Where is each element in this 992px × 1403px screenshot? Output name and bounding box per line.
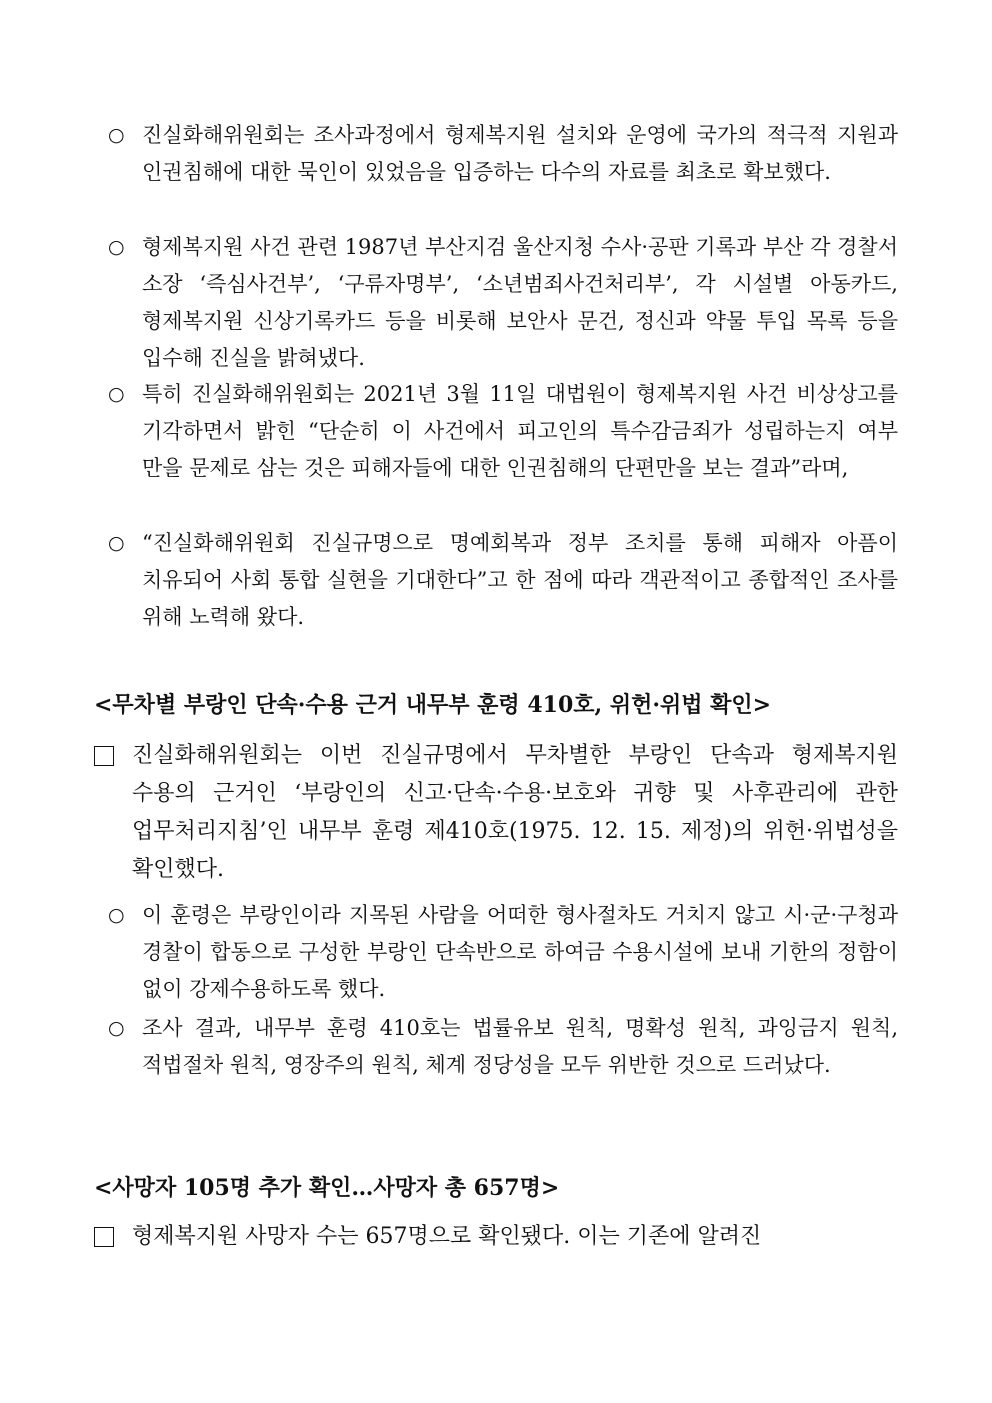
- circle-bullet-icon: ○: [108, 236, 125, 258]
- circle-bullet-icon: ○: [108, 124, 125, 146]
- bullet-text: 조사 결과, 내무부 훈령 410호는 법률유보 원칙, 명확성 원칙, 과잉금지 원칙, 적법절차 원칙, 영장주의 원칙, 체계 정당성을 모두 위반한 것으로 드러났다.: [142, 1016, 898, 1077]
- square-bullet-icon: [94, 1227, 114, 1247]
- square-bullet-icon: [94, 746, 114, 766]
- paragraph-text: 진실화해위원회는 이번 진실규명에서 무차별한 부랑인 단속과 형제복지원 수용의 근거인 ‘부랑인의 신고·단속·수용·보호와 귀향 및 사후관리에 관한 업무처리지침’인 내무부 훈령 제410호(1975. 12. 15. 제정)의 위헌·위법성을 확인했다.: [132, 743, 898, 882]
- bullet-item: [108, 525, 898, 636]
- circle-bullet-icon: ○: [108, 532, 125, 554]
- paragraph-text: 형제복지원 사망자 수는 657명으로 확인됐다. 이는 기존에 알려진: [132, 1224, 762, 1249]
- main-paragraph: [94, 1218, 898, 1256]
- bullet-text: 특히 진실화해위원회는 2021년 3월 11일 대법원이 형제복지원 사건 비상상고를 기각하면서 밝힌 “단순히 이 사건에서 피고인의 특수감금죄가 성립하는지 여부 만을 문제로 삼는 것은 피해자들에 대한 인권침해의 단편만을 보는 결과”라며,: [142, 382, 898, 480]
- main-paragraph: [94, 737, 898, 889]
- bullet-text: 진실화해위원회는 조사과정에서 형제복지원 설치와 운영에 국가의 적극적 지원과 인권침해에 대한 묵인이 있었음을 입증하는 다수의 자료를 최초로 확보했다.: [142, 123, 898, 184]
- bullet-text: “진실화해위원회 진실규명으로 명예회복과 정부 조치를 통해 피해자 아픔이 치유되어 사회 통합 실현을 기대한다”고 한 점에 따라 객관적이고 종합적인 조사를 위해 노력해 왔다.: [142, 531, 898, 629]
- bullet-item: [108, 897, 898, 1008]
- bullet-item: [108, 229, 898, 377]
- bullet-item: [108, 376, 898, 487]
- bullet-item: [108, 1010, 898, 1084]
- bullet-item: [108, 117, 898, 191]
- circle-bullet-icon: ○: [108, 904, 125, 926]
- bullet-text: 형제복지원 사건 관련 1987년 부산지검 울산지청 수사·공판 기록과 부산 각 경찰서 소장 ‘즉심사건부’, ‘구류자명부’, ‘소년범죄사건처리부’, 각 시설별 아동카드, 형제복지원 신상기록카드 등을 비롯해 보안사 문건, 정신과 약물 투입 목록 등을 입수해 진실을 밝혀냈다.: [142, 235, 898, 370]
- circle-bullet-icon: ○: [108, 383, 125, 405]
- circle-bullet-icon: ○: [108, 1017, 125, 1039]
- bullet-text: 이 훈령은 부랑인이라 지목된 사람을 어떠한 형사절차도 거치지 않고 시·군·구청과 경찰이 합동으로 구성한 부랑인 단속반으로 하여금 수용시설에 보내 기한의 정함이 없이 강제수용하도록 했다.: [142, 903, 898, 1001]
- section-heading: <무차별 부랑인 단속·수용 근거 내무부 훈령 410호, 위헌·위법 확인>: [94, 692, 772, 718]
- section-heading: <사망자 105명 추가 확인…사망자 총 657명>: [94, 1175, 560, 1201]
